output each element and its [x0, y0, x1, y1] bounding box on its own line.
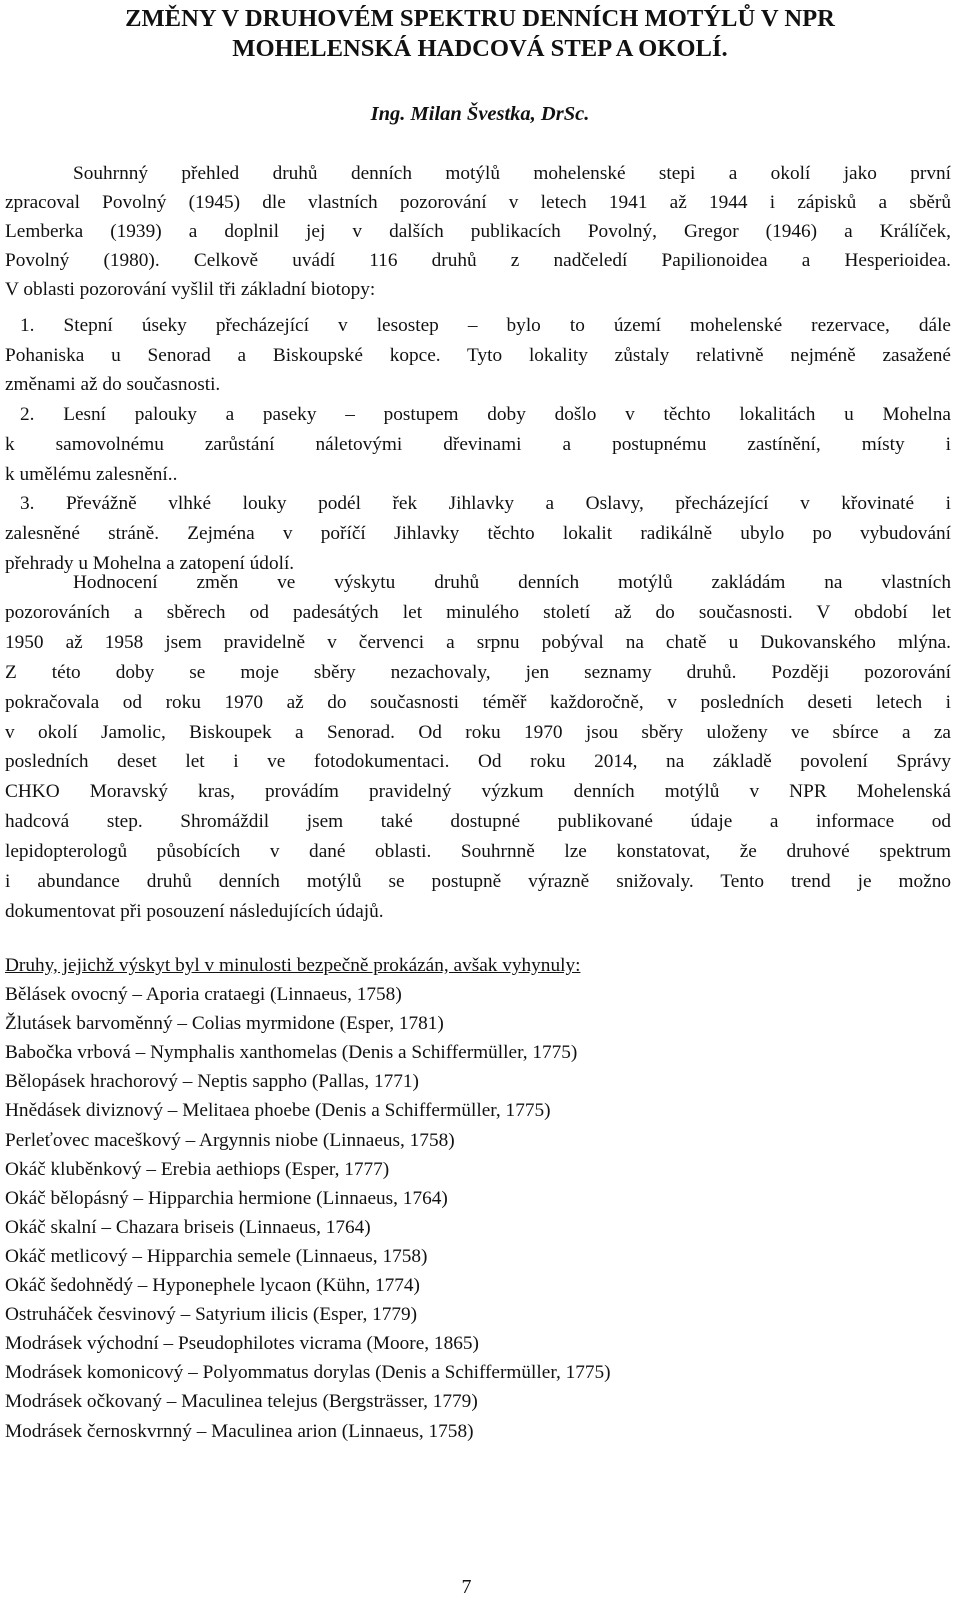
biotope-list	[5, 311, 951, 578]
extinct-species-heading: Druhy, jejichž výskyt byl v minulosti bezpečně prokázán, avšak vyhynuly:	[5, 955, 581, 976]
text-line: pokračovala od roku 1970 až do současnosti téměř každoročně, v posledních deseti letech i	[5, 691, 951, 713]
text-line: Povolný (1980). Celkově uvádí 116 druhů z nadčeledí Papilionoidea a Hesperioidea.	[5, 249, 951, 271]
species-item: Okáč šedohnědý – Hyponephele lycaon (Kühn, 1774)	[5, 1275, 420, 1297]
extinct-species-section	[5, 951, 905, 1446]
text-line: lepidopterologů působících v dané oblasti. Souhrnně lze konstatovat, že druhové spektrum	[5, 841, 951, 863]
text-line: Lemberka (1939) a doplnil jej v dalších publikacích Povolný, Gregor (1946) a Králíček,	[5, 220, 951, 242]
species-item: Modrásek černoskvrnný – Maculinea arion (Linnaeus, 1758)	[5, 1420, 474, 1442]
title-line: ZMĚNY V DRUHOVÉM SPEKTRU DENNÍCH MOTÝLŮ V NPR	[125, 5, 835, 32]
text-line: 2. Lesní palouky a paseky – postupem doby došlo v těchto lokalitách u Mohelna	[20, 404, 951, 426]
text-line: Pohaniska u Senorad a Biskoupské kopce. Tyto lokality zůstaly relativně nejméně zasažené	[5, 344, 951, 366]
text-line: CHKO Moravský kras, provádím pravidelný výzkum denních motýlů v NPR Mohelenská	[5, 781, 951, 803]
species-item: Hnědásek diviznový – Melitaea phoebe (Denis a Schiffermüller, 1775)	[5, 1100, 551, 1122]
species-item: Bělopásek hrachorový – Neptis sappho (Pallas, 1771)	[5, 1071, 419, 1093]
text-line: změnami až do současnosti.	[5, 374, 221, 396]
text-line: zalesněné stráně. Zejména v poříčí Jihlavky těchto lokalit radikálně ubylo po vybudování	[5, 522, 951, 544]
species-item: Modrásek komonicový – Polyommatus dorylas (Denis a Schiffermüller, 1775)	[5, 1362, 611, 1384]
species-item: Okáč bělopásný – Hipparchia hermione (Linnaeus, 1764)	[5, 1187, 448, 1209]
intro-paragraph	[5, 160, 951, 305]
author-line: Ing. Milan Švestka, DrSc.	[370, 103, 590, 125]
text-line: posledních deset let i ve fotodokumentaci. Od roku 2014, na základě povolení Správy	[5, 751, 951, 773]
species-item: Modrásek očkovaný – Maculinea telejus (Bergsträsser, 1779)	[5, 1391, 478, 1413]
species-item: Okáč metlicový – Hipparchia semele (Linnaeus, 1758)	[5, 1245, 428, 1267]
species-item: Babočka vrbová – Nymphalis xanthomelas (Denis a Schiffermüller, 1775)	[5, 1042, 578, 1064]
species-item: Ostruháček česvinový – Satyrium ilicis (Esper, 1779)	[5, 1304, 418, 1326]
species-item: Perleťovec maceškový – Argynnis niobe (Linnaeus, 1758)	[5, 1129, 455, 1151]
page-number: 7	[461, 1576, 472, 1598]
text-line: k umělému zalesnění..	[5, 463, 178, 485]
text-line: dokumentovat při posouzení následujících údajů.	[5, 900, 384, 922]
text-line: 1950 až 1958 jsem pravidelně v červenci a srpnu pobýval na chatě u Dukovanského mlýna.	[5, 631, 951, 653]
text-line: Z této doby se moje sběry nezachovaly, jen seznamy druhů. Později pozorování	[5, 661, 951, 683]
text-line: i abundance druhů denních motýlů se postupně výrazně snižovaly. Tento trend je možno	[5, 871, 951, 893]
text-line: 3. Převážně vlhké louky podél řek Jihlavky a Oslavy, přecházející v křovinaté i	[20, 493, 951, 515]
text-line: Souhrnný přehled druhů denních motýlů mohelenské stepi a okolí jako první	[73, 163, 951, 184]
text-line: zpracoval Povolný (1945) dle vlastních pozorování v letech 1941 až 1944 i zápisků a sběrů	[5, 191, 951, 213]
text-line: hadcová step. Shromáždil jsem také dostupné publikované údaje a informace od	[5, 811, 951, 833]
text-line: v okolí Jamolic, Biskoupek a Senorad. Od roku 1970 jsou sběry uloženy ve sbírce a za	[5, 721, 951, 743]
text-line: Hodnocení změn ve výskytu druhů denních motýlů zakládám na vlastních	[73, 572, 951, 593]
title-line: MOHELENSKÁ HADCOVÁ STEP A OKOLÍ.	[232, 35, 728, 62]
species-item: Okáč kluběnkový – Erebia aethiops (Esper, 1777)	[5, 1158, 390, 1180]
species-item: Žlutásek barvoměnný – Colias myrmidone (Esper, 1781)	[5, 1013, 444, 1035]
species-item: Okáč skalní – Chazara briseis (Linnaeus, 1764)	[5, 1216, 371, 1238]
text-line: pozorováních a sběrech od padesátých let minulého století až do současnosti. V období let	[5, 601, 951, 623]
text-line: k samovolnému zarůstání náletovými dřevinami a postupnému zastínění, místy i	[5, 433, 951, 455]
text-line: V oblasti pozorování vyšlil tři základní biotopy:	[5, 278, 376, 300]
species-item: Bělásek ovocný – Aporia crataegi (Linnaeus, 1758)	[5, 984, 402, 1006]
text-line: 1. Stepní úseky přecházející v lesostep – bylo to území mohelenské rezervace, dále	[20, 315, 951, 336]
evaluation-paragraph	[5, 568, 951, 927]
document-title	[0, 4, 960, 64]
species-item: Modrásek východní – Pseudophilotes vicrama (Moore, 1865)	[5, 1333, 479, 1355]
text-line: přehrady u Mohelna a zatopení údolí.	[5, 552, 295, 574]
